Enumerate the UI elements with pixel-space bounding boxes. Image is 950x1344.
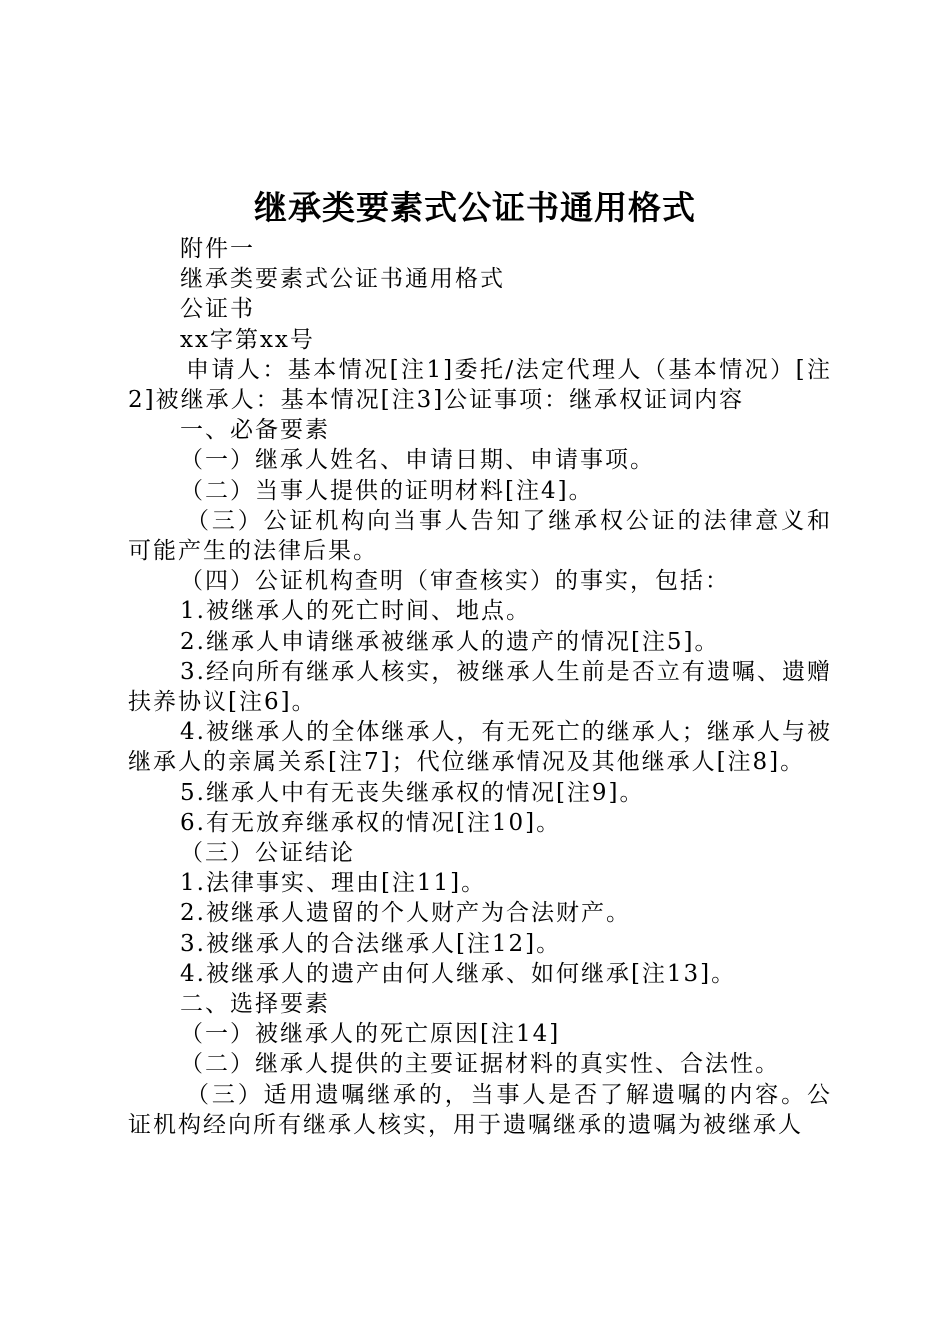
paragraph-applicant: 申请人：基本情况[注1]委托/法定代理人（基本情况）[注2]被继承人：基本情况[注3]公证事项：继承权证词内容	[128, 356, 832, 414]
paragraph-item: 1.被继承人的死亡时间、地点。	[180, 598, 531, 625]
paragraph-subtitle: 继承类要素式公证书通用格式	[180, 266, 505, 293]
paragraph-notarial-certificate: 公证书	[180, 296, 255, 323]
paragraph-item: （一）被继承人的死亡原因[注14]	[180, 1021, 561, 1048]
paragraph-item: （二）当事人提供的证明材料[注4]。	[180, 477, 594, 504]
paragraph-item: 2.继承人申请继承被继承人的遗产的情况[注5]。	[180, 628, 720, 655]
paragraph-section-1: 一、必备要素	[180, 417, 330, 444]
paragraph-item: （三）公证机构向当事人告知了继承权公证的法律意义和可能产生的法律后果。	[128, 507, 832, 565]
paragraph-item: 3.经向所有继承人核实，被继承人生前是否立有遗嘱、遗赠扶养协议[注6]。	[128, 658, 832, 716]
paragraph-item: （二）继承人提供的主要证据材料的真实性、合法性。	[180, 1051, 780, 1078]
paragraph-item: 1.法律事实、理由[注11]。	[180, 870, 487, 897]
document-body	[128, 234, 832, 1140]
paragraph-item: 3.被继承人的合法继承人[注12]。	[180, 930, 562, 957]
paragraph-item: 5.继承人中有无丧失继承权的情况[注9]。	[180, 779, 645, 806]
paragraph-item: （四）公证机构查明（审查核实）的事实，包括：	[180, 568, 730, 595]
paragraph-item: （一）继承人姓名、申请日期、申请事项。	[180, 447, 655, 474]
paragraph-attachment: 附件一	[180, 236, 255, 262]
paragraph-section-2: 二、选择要素	[180, 991, 330, 1018]
paragraph-item: （三）适用遗嘱继承的，当事人是否了解遗嘱的内容。公证机构经向所有继承人核实，用于遗嘱继承的遗嘱为被继承人	[128, 1081, 832, 1138]
paragraph-item: 2.被继承人遗留的个人财产为合法财产。	[180, 900, 631, 927]
paragraph-item: 6.有无放弃继承权的情况[注10]。	[180, 809, 562, 836]
document-title: 继承类要素式公证书通用格式	[254, 188, 696, 227]
paragraph-item: （三）公证结论	[180, 840, 355, 867]
paragraph-number: xx字第xx号	[180, 326, 315, 353]
paragraph-item: 4.被继承人的遗产由何人继承、如何继承[注13]。	[180, 960, 737, 987]
paragraph-item: 4.被继承人的全体继承人，有无死亡的继承人；继承人与被继承人的亲属关系[注7]；代位继承情况及其他继承人[注8]。	[128, 719, 832, 776]
